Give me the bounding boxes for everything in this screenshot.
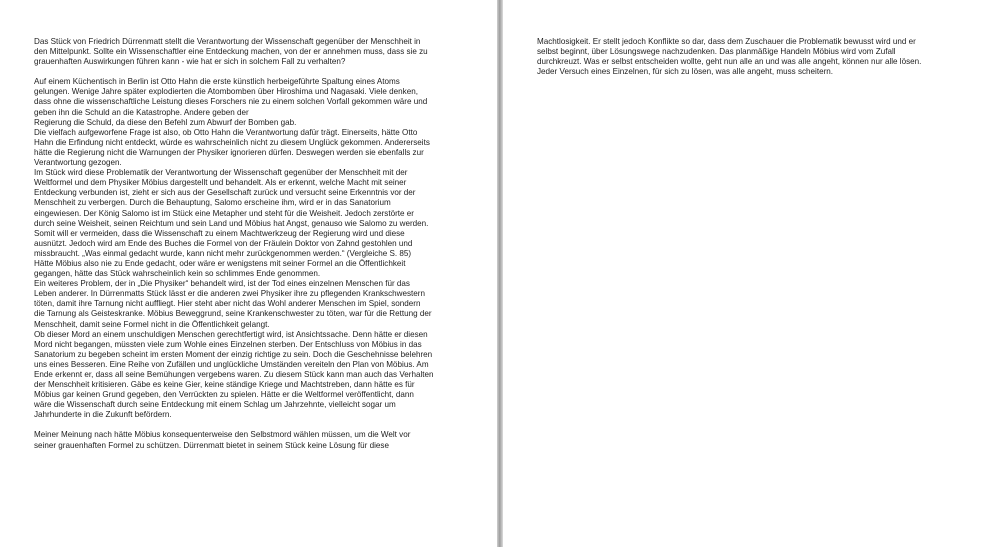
- left-page: [0, 0, 497, 547]
- left-paragraph-1: Das Stück von Friedrich Dürrenmatt stellt die Verantwortung der Wissenschaft gegenüber der Menschheit in den Mittelpunkt. Sollte ein Wissenschaftler eine Entdeckung machen, von der er annehmen muss, dass sie zu grauenhaften Auswirkungen führen kann - wie hat er sich in solchem Fall zu verhalten?: [34, 37, 428, 67]
- paragraph-spacer: [34, 420, 487, 430]
- paragraph-spacer: [34, 67, 487, 77]
- left-paragraph-3: Meiner Meinung nach hätte Möbius konsequenterweise den Selbstmord wählen müssen, um die Welt vor seiner grauenhaften Formel zu schützen. Dürrenmatt bietet in seinem Stück keine Lösung für diese: [34, 430, 411, 450]
- right-paragraph-1: Machtlosigkeit. Er stellt jedoch Konflikte so dar, dass dem Zuschauer die Problematik bewusst wird und er selbst beginnt, über Lösungswege nachzudenken. Das planmäßige Handeln Möbius wird vom Zufall durchkreuzt. Was er selbst entscheiden wollte, geht nun alle an und was alle angeht, können nur alle lösen. Jeder Versuch eines Einzelnen, für sich zu lösen, was alle angeht, muss scheitern.: [537, 37, 922, 77]
- left-paragraph-2: Auf einem Küchentisch in Berlin ist Otto Hahn die erste künstlich herbeigeführte Spaltung eines Atoms gelungen. Wenige Jahre später explodierten die Atombomben über Hiroshima und Nagasaki. Viele denken, dass ohne die wissenschaftliche Leistung dieses Forschers nie zu einem solchen Vorfall gekommen wäre und geben ihn die Schuld an die Katastrophe. Andere geben der Regierung die Schuld, da diese den Befehl zum Abwurf der Bomben gab. Die vielfach aufgeworfene Frage ist also, ob Otto Hahn die Verantwortung dafür trägt. Einerseits, hätte Otto Hahn die Erfindung nicht entdeckt, würde es wahrscheinlich nicht zu diesem Unglück gekommen. Andererseits hätte die Regierung nicht die Warnungen der Physiker ignorieren dürfen. Deswegen werden sie ebenfalls zur Verantwortung gezogen. Im Stück wird diese Problematik der Verantwortung der Wissenschaft gegenüber der Menschheit mit der Weltformel und dem Physiker Möbius dargestellt und behandelt. Als er erkennt, welche Macht mit seiner Entdeckung verbunden ist, zieht er sich aus der Gesellschaft zurück und versucht seine Erkenntnis vor der Menschheit zu verbergen. Durch die Behauptung, Salomo erscheine ihm, wird er in das Sanatorium eingewiesen. Der König Salomo ist im Stück eine Metapher und steht für die Weisheit. Jedoch zerstörte er durch seine Weisheit, seinen Reichtum und sein Land und Möbius hat Angst, genauso wie Salomo zu werden. Somit will er vermeiden, dass die Wissenschaft zu einem Machtwerkzeug der Regierung wird und diese ausnützt. Jedoch wird am Ende des Buches die Formel von der Fräulein Doktor von Zahnd gestohlen und missbraucht. „Was einmal gedacht wurde, kann nicht mehr zurückgenommen werden.“ (Vergleiche S. 85) Hätte Möbius also nie zu Ende gedacht, oder wäre er wenigstens mit seiner Formel an die Öffentlichkeit gegangen, hätte das Stück wahrscheinlich kein so schlimmes Ende genommen. Ein weiteres Problem, der in „Die Physiker“ behandelt wird, ist der Tod eines einzelnen Menschen für das Leben anderer. In Dürrenmatts Stück lässt er die anderen zwei Physiker ihre zu pflegenden Krankschwestern töten, damit ihre Tarnung nicht auffliegt. Hier steht aber nicht das Wohl anderer Menschen im Spiel, sondern die Tarnung als Geisteskranke. Möbius Beweggrund, seine Krankenschwester zu töten, war für die Rettung der Menschheit, damit seine Formel nicht in die Öffentlichkeit gelangt. Ob dieser Mord an einem unschuldigen Menschen gerechtfertigt wird, ist Ansichtssache. Denn hätte er diesen Mord nicht begangen, müssten viele zum Wohle eines Einzelnen sterben. Der Entschluss von Möbius in das Sanatorium zu begeben scheint im ersten Moment der einzig richtige zu sein. Doch die Geschehnisse belehren uns eines Besseren. Eine Reihe von Zufällen und unglückliche Umständen vereiteln den Plan von Möbius. Am Ende erkennt er, dass all seine Bemühungen vergebens waren. Zu diesem Stück kann man auch das Verhalten der Menschheit kritisieren. Gäbe es keine Gier, keine ständige Kriege und Machtstreben, dann hätte es für Möbius gar keinen Grund gegeben, den Verrückten zu spielen. Hätte er die Weltformel veröffentlicht, dann wäre die Wissenschaft durch seine Entdeckung mit einem Schlag um Jahrzehnte, vielleicht sogar um Jahrhunderte in die Zukunft befördern.: [34, 77, 434, 420]
- right-page: [503, 0, 1000, 547]
